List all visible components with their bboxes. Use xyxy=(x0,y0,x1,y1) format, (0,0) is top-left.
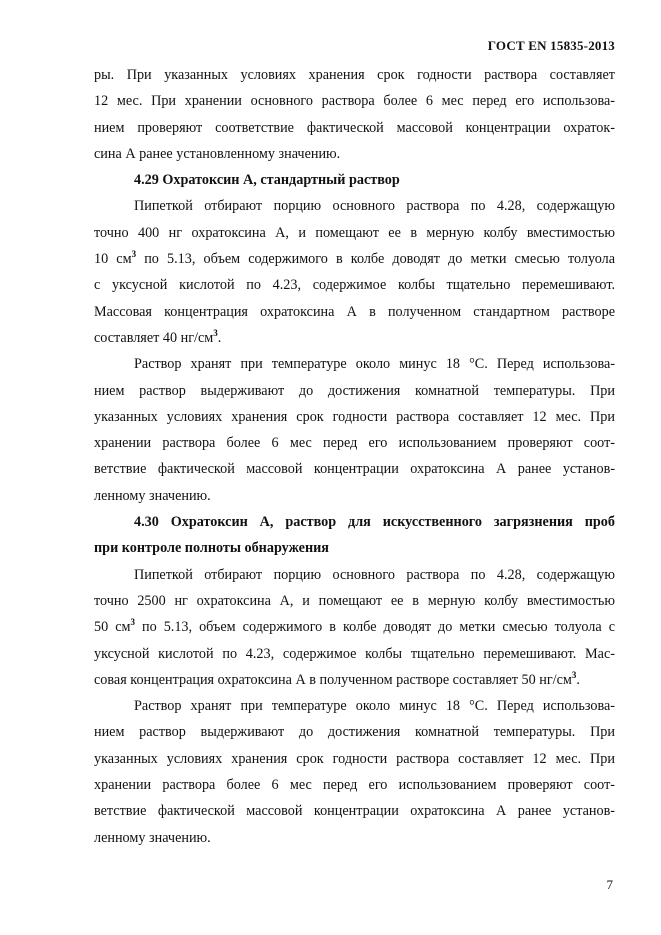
section-heading-4-30: 4.30 Охратоксин А, раствор для искусственного загрязнения проб xyxy=(134,514,615,531)
text-line: Пипеткой отбирают порцию основного раствора по 4.28, содержащую xyxy=(134,566,615,583)
text-line: хранении раствора более 6 мес перед его использованием проверяют соот- xyxy=(94,435,615,452)
superscript: 3 xyxy=(130,617,135,628)
text-line: нием раствор выдерживают до достижения комнатной температуры. При xyxy=(94,724,615,741)
superscript: 3 xyxy=(131,249,137,260)
superscript: 3 xyxy=(571,669,577,680)
text-line: Раствор хранят при температуре около минус 18 °С. Перед использова- xyxy=(134,356,615,373)
text-line xyxy=(94,667,615,693)
text-line: нием раствор выдерживают до достижения комнатной температуры. При xyxy=(94,382,615,399)
text-line xyxy=(94,614,615,640)
text-line: точно 2500 нг охратоксина А, и помещают ее в мерную колбу вместимостью xyxy=(94,592,615,609)
text-line: ленному значению. xyxy=(94,829,211,846)
text-line: ленному значению. xyxy=(94,487,211,504)
document-body xyxy=(94,62,615,851)
text-line: Пипеткой отбирают порцию основного раствора по 4.28, содержащую xyxy=(134,198,615,215)
text-fragment: по 5.13, объем содержимого в колбе доводят до метки смесью толуола xyxy=(136,251,615,268)
text-line: Массовая концентрация охратоксина А в полученном стандартном растворе xyxy=(94,303,615,320)
text-line: уксусной кислотой по 4.23, содержимое колбы тщательно перемешивают. Мас- xyxy=(94,645,615,662)
text-line: ветствие фактической массовой концентрации охратоксина А ранее установ- xyxy=(94,461,615,478)
text-line: 12 мес. При хранении основного раствора более 6 мес перед его использова- xyxy=(94,93,615,110)
text-line: сина А ранее установленному значению. xyxy=(94,145,341,162)
text-line xyxy=(94,246,615,272)
text-fragment: 50 см xyxy=(94,619,131,636)
text-line: указанных условиях хранения срок годности раствора составляет 12 мес. При xyxy=(94,750,615,767)
text-fragment: по 5.13, объем содержимого в колбе доводят до метки смесью толуола с xyxy=(134,619,615,636)
page-number: 7 xyxy=(606,877,613,892)
text-fragment: совая концентрация охратоксина А в полученном растворе составляет 50 нг/см xyxy=(94,671,572,688)
superscript: 3 xyxy=(213,327,218,338)
standard-header: ГОСТ EN 15835-2013 xyxy=(487,38,615,53)
text-fragment: . xyxy=(217,329,222,346)
text-line: с уксусной кислотой по 4.23, содержимое колбы тщательно перемешивают. xyxy=(94,277,615,294)
text-fragment: составляет 40 нг/см xyxy=(94,329,214,346)
section-heading-4-30-cont: при контроле полноты обнаружения xyxy=(94,540,329,557)
text-line: точно 400 нг охратоксина А, и помещают ее в мерную колбу вместимостью xyxy=(94,224,615,241)
text-line: хранении раствора более 6 мес перед его использованием проверяют соот- xyxy=(94,777,615,794)
text-line: указанных условиях хранения срок годности раствора составляет 12 мес. При xyxy=(94,408,615,425)
text-line: Раствор хранят при температуре около минус 18 °С. Перед использова- xyxy=(134,698,615,715)
text-fragment: . xyxy=(576,671,580,688)
text-line: нием проверяют соответствие фактической массовой концентрации охраток- xyxy=(94,119,615,136)
section-heading-4-29: 4.29 Охратоксин А, стандартный раствор xyxy=(134,172,400,189)
text-line xyxy=(94,325,615,351)
text-line: ветствие фактической массовой концентрации охратоксина А ранее установ- xyxy=(94,803,615,820)
text-fragment: 10 см xyxy=(94,251,132,268)
text-line: ры. При указанных условиях хранения срок годности раствора составляет xyxy=(94,67,615,83)
